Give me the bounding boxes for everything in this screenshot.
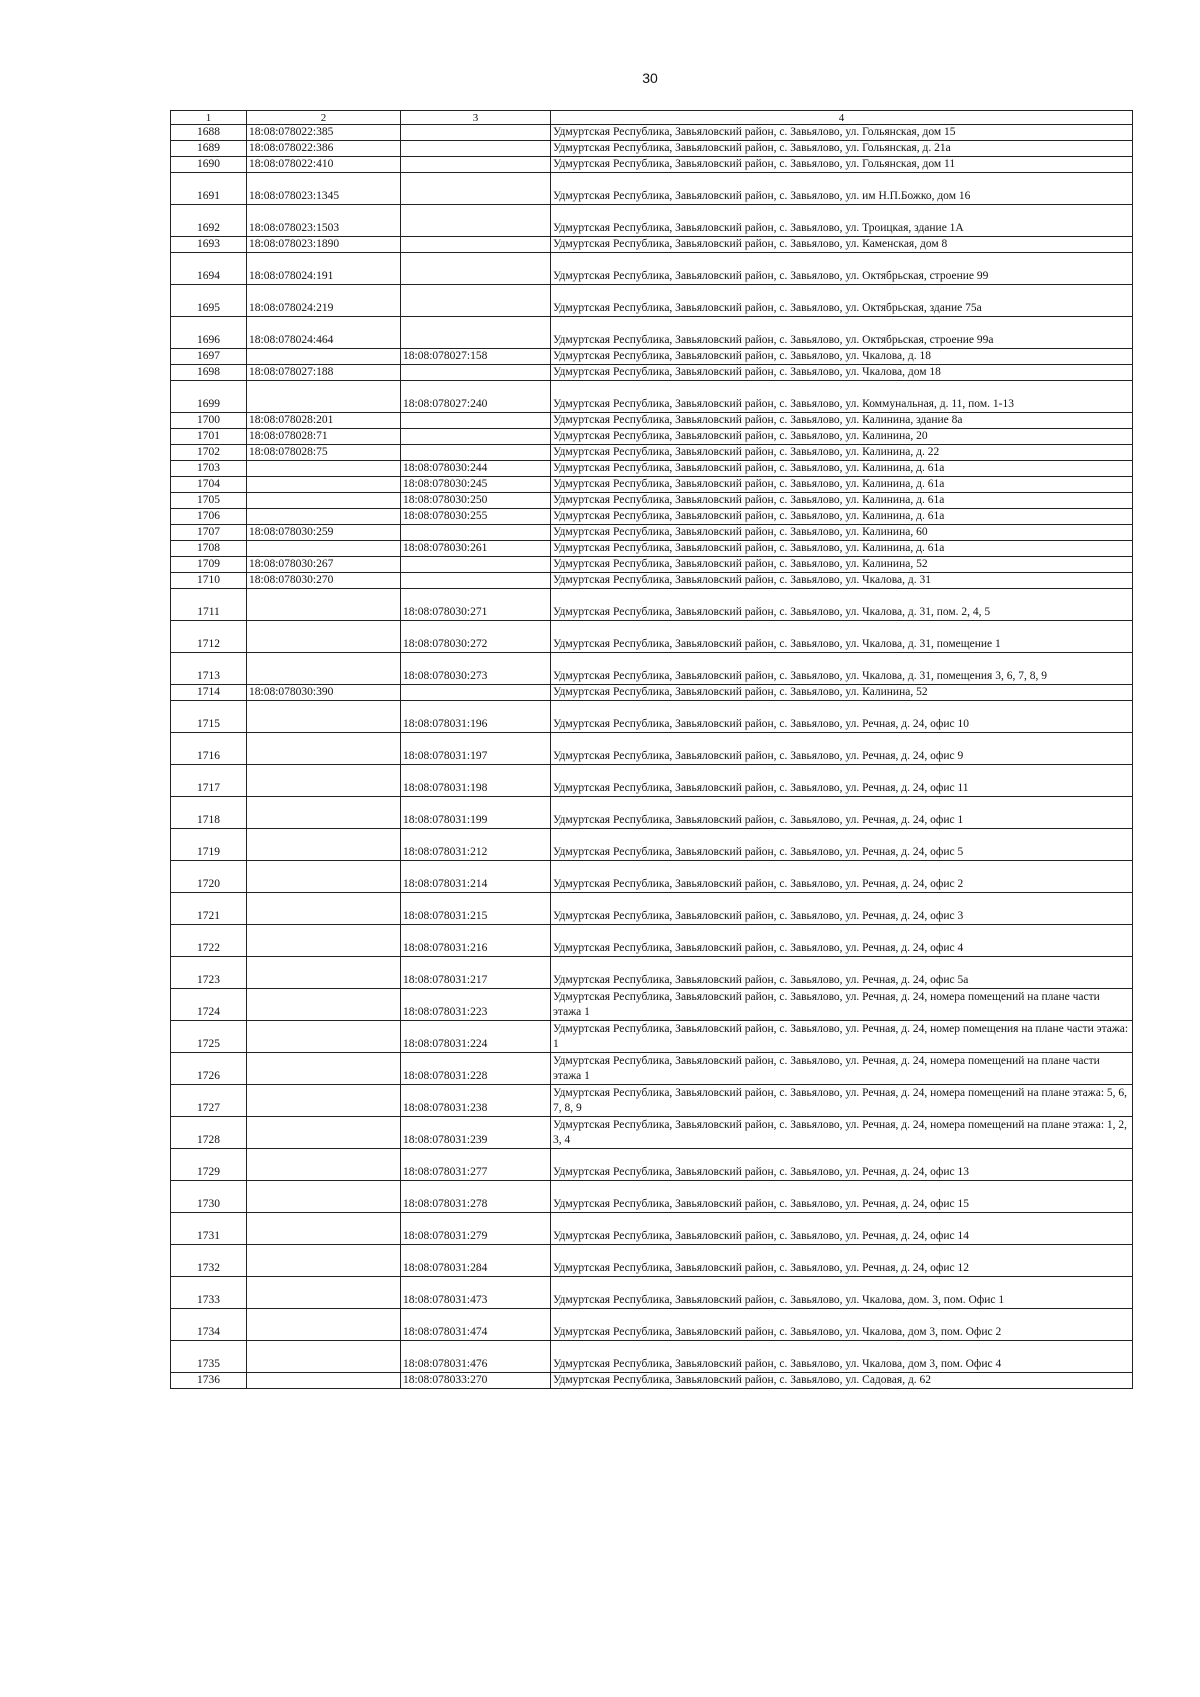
address: Удмуртская Республика, Завьяловский район, с. Завьялово, ул. Речная, д. 24, номера помещений на плане части этажа 1	[551, 1053, 1133, 1085]
address: Удмуртская Республика, Завьяловский район, с. Завьялово, ул. Чкалова, д. 31, пом. 2, 4, 5	[551, 589, 1133, 621]
address: Удмуртская Республика, Завьяловский район, с. Завьялово, ул. Речная, д. 24, офис 4	[551, 925, 1133, 957]
cadastral-number-premises: 18:08:078031:214	[401, 861, 551, 893]
cadastral-number	[247, 509, 401, 525]
cadastral-number: 18:08:078022:410	[247, 157, 401, 173]
column-header-2: 2	[247, 111, 401, 125]
table-row	[171, 205, 1133, 237]
row-number: 1692	[171, 205, 247, 237]
cadastral-number	[247, 1245, 401, 1277]
table-row	[171, 525, 1133, 541]
cadastral-number-premises	[401, 141, 551, 157]
address: Удмуртская Республика, Завьяловский район, с. Завьялово, ул. Чкалова, д. 31	[551, 573, 1133, 589]
cadastral-number-premises: 18:08:078031:476	[401, 1341, 551, 1373]
address: Удмуртская Республика, Завьяловский район, с. Завьялово, ул. Речная, д. 24, офис 10	[551, 701, 1133, 733]
row-number: 1729	[171, 1149, 247, 1181]
cadastral-number: 18:08:078023:1503	[247, 205, 401, 237]
cadastral-number-premises: 18:08:078030:250	[401, 493, 551, 509]
cadastral-number	[247, 349, 401, 365]
cadastral-number	[247, 1213, 401, 1245]
row-number: 1691	[171, 173, 247, 205]
table-row	[171, 173, 1133, 205]
cadastral-number: 18:08:078030:267	[247, 557, 401, 573]
table-row	[171, 1181, 1133, 1213]
address: Удмуртская Республика, Завьяловский район, с. Завьялово, ул. Калинина, здание 8а	[551, 413, 1133, 429]
cadastral-number-premises	[401, 317, 551, 349]
address: Удмуртская Республика, Завьяловский район, с. Завьялово, ул. Калинина, д. 22	[551, 445, 1133, 461]
table-row	[171, 1373, 1133, 1389]
address: Удмуртская Республика, Завьяловский район, с. Завьялово, ул. Троицкая, здание 1А	[551, 205, 1133, 237]
cadastral-number-premises: 18:08:078031:223	[401, 989, 551, 1021]
cadastral-number-premises: 18:08:078031:279	[401, 1213, 551, 1245]
cadastral-number	[247, 957, 401, 989]
table-row	[171, 365, 1133, 381]
cadastral-number	[247, 589, 401, 621]
table-row	[171, 621, 1133, 653]
cadastral-number	[247, 461, 401, 477]
address: Удмуртская Республика, Завьяловский район, с. Завьялово, ул. Октябрьская, строение 99а	[551, 317, 1133, 349]
row-number: 1708	[171, 541, 247, 557]
row-number: 1734	[171, 1309, 247, 1341]
cadastral-number	[247, 1373, 401, 1389]
table-row	[171, 653, 1133, 685]
row-number: 1719	[171, 829, 247, 861]
row-number: 1694	[171, 253, 247, 285]
cadastral-number-premises: 18:08:078027:158	[401, 349, 551, 365]
cadastral-number: 18:08:078030:270	[247, 573, 401, 589]
table-row	[171, 493, 1133, 509]
row-number: 1720	[171, 861, 247, 893]
address: Удмуртская Республика, Завьяловский район, с. Завьялово, ул. Чкалова, дом. 3, пом. Офис 1	[551, 1277, 1133, 1309]
cadastral-number-premises	[401, 445, 551, 461]
cadastral-number	[247, 621, 401, 653]
cadastral-number: 18:08:078024:191	[247, 253, 401, 285]
address: Удмуртская Республика, Завьяловский район, с. Завьялово, ул. Чкалова, дом 3, пом. Офис 4	[551, 1341, 1133, 1373]
cadastral-number-premises	[401, 285, 551, 317]
table-row	[171, 141, 1133, 157]
cadastral-number-premises: 18:08:078030:244	[401, 461, 551, 477]
cadastral-number	[247, 797, 401, 829]
address: Удмуртская Республика, Завьяловский район, с. Завьялово, ул. Гольянская, дом 11	[551, 157, 1133, 173]
table-row	[171, 1021, 1133, 1053]
address: Удмуртская Республика, Завьяловский район, с. Завьялово, ул. Речная, д. 24, номера помещений на плане этажа: 5, 6, 7, 8, 9	[551, 1085, 1133, 1117]
cadastral-number	[247, 765, 401, 797]
registry-table	[170, 110, 1133, 1389]
address: Удмуртская Республика, Завьяловский район, с. Завьялово, ул. Речная, д. 24, офис 2	[551, 861, 1133, 893]
row-number: 1722	[171, 925, 247, 957]
address: Удмуртская Республика, Завьяловский район, с. Завьялово, ул. Калинина, 60	[551, 525, 1133, 541]
address: Удмуртская Республика, Завьяловский район, с. Завьялово, ул. Калинина, д. 61а	[551, 493, 1133, 509]
address: Удмуртская Республика, Завьяловский район, с. Завьялово, ул. Речная, д. 24, офис 15	[551, 1181, 1133, 1213]
cadastral-number-premises: 18:08:078031:278	[401, 1181, 551, 1213]
address: Удмуртская Республика, Завьяловский район, с. Завьялово, ул. Октябрьская, строение 99	[551, 253, 1133, 285]
cadastral-number-premises	[401, 557, 551, 573]
cadastral-number-premises	[401, 685, 551, 701]
cadastral-number: 18:08:078022:385	[247, 125, 401, 141]
address: Удмуртская Республика, Завьяловский район, с. Завьялово, ул. Речная, д. 24, офис 9	[551, 733, 1133, 765]
cadastral-number	[247, 1149, 401, 1181]
header-row	[171, 111, 1133, 125]
cadastral-number-premises	[401, 205, 551, 237]
cadastral-number	[247, 1181, 401, 1213]
cadastral-number	[247, 893, 401, 925]
cadastral-number-premises: 18:08:078030:273	[401, 653, 551, 685]
cadastral-number	[247, 1277, 401, 1309]
row-number: 1701	[171, 429, 247, 445]
table-row	[171, 381, 1133, 413]
cadastral-number-premises: 18:08:078031:196	[401, 701, 551, 733]
column-header-4: 4	[551, 111, 1133, 125]
address: Удмуртская Республика, Завьяловский район, с. Завьялово, ул. Чкалова, д. 18	[551, 349, 1133, 365]
row-number: 1715	[171, 701, 247, 733]
address: Удмуртская Республика, Завьяловский район, с. Завьялово, ул. Чкалова, д. 31, помещения 3, 6, 7, 8, 9	[551, 653, 1133, 685]
cadastral-number: 18:08:078030:259	[247, 525, 401, 541]
row-number: 1716	[171, 733, 247, 765]
cadastral-number-premises	[401, 525, 551, 541]
row-number: 1711	[171, 589, 247, 621]
cadastral-number-premises	[401, 365, 551, 381]
address: Удмуртская Республика, Завьяловский район, с. Завьялово, ул. Калинина, д. 61а	[551, 461, 1133, 477]
address: Удмуртская Республика, Завьяловский район, с. Завьялово, ул. им Н.П.Божко, дом 16	[551, 173, 1133, 205]
row-number: 1689	[171, 141, 247, 157]
address: Удмуртская Республика, Завьяловский район, с. Завьялово, ул. Октябрьская, здание 75а	[551, 285, 1133, 317]
row-number: 1736	[171, 1373, 247, 1389]
cadastral-number	[247, 381, 401, 413]
row-number: 1731	[171, 1213, 247, 1245]
cadastral-number: 18:08:078023:1890	[247, 237, 401, 253]
table-row	[171, 429, 1133, 445]
table-row	[171, 573, 1133, 589]
cadastral-number-premises	[401, 125, 551, 141]
cadastral-number	[247, 477, 401, 493]
row-number: 1733	[171, 1277, 247, 1309]
row-number: 1718	[171, 797, 247, 829]
cadastral-number	[247, 1341, 401, 1373]
cadastral-number-premises: 18:08:078030:272	[401, 621, 551, 653]
table-row	[171, 957, 1133, 989]
cadastral-number: 18:08:078024:464	[247, 317, 401, 349]
table-row	[171, 1341, 1133, 1373]
cadastral-number-premises	[401, 237, 551, 253]
address: Удмуртская Республика, Завьяловский район, с. Завьялово, ул. Речная, д. 24, офис 5а	[551, 957, 1133, 989]
cadastral-number	[247, 925, 401, 957]
address: Удмуртская Республика, Завьяловский район, с. Завьялово, ул. Речная, д. 24, офис 13	[551, 1149, 1133, 1181]
row-number: 1699	[171, 381, 247, 413]
cadastral-number	[247, 733, 401, 765]
cadastral-number-premises: 18:08:078033:270	[401, 1373, 551, 1389]
address: Удмуртская Республика, Завьяловский район, с. Завьялово, ул. Калинина, д. 61а	[551, 477, 1133, 493]
row-number: 1702	[171, 445, 247, 461]
row-number: 1713	[171, 653, 247, 685]
row-number: 1730	[171, 1181, 247, 1213]
row-number: 1700	[171, 413, 247, 429]
row-number: 1727	[171, 1085, 247, 1117]
row-number: 1735	[171, 1341, 247, 1373]
row-number: 1690	[171, 157, 247, 173]
address: Удмуртская Республика, Завьяловский район, с. Завьялово, ул. Речная, д. 24, номера помещений на плане части этажа 1	[551, 989, 1133, 1021]
cadastral-number-premises: 18:08:078031:199	[401, 797, 551, 829]
cadastral-number	[247, 1053, 401, 1085]
row-number: 1721	[171, 893, 247, 925]
table-row	[171, 829, 1133, 861]
address: Удмуртская Республика, Завьяловский район, с. Завьялово, ул. Коммунальная, д. 11, пом. 1-13	[551, 381, 1133, 413]
cadastral-number-premises: 18:08:078031:238	[401, 1085, 551, 1117]
table-row	[171, 285, 1133, 317]
table-row	[171, 685, 1133, 701]
address: Удмуртская Республика, Завьяловский район, с. Завьялово, ул. Речная, д. 24, офис 5	[551, 829, 1133, 861]
cadastral-number-premises	[401, 157, 551, 173]
cadastral-number-premises	[401, 253, 551, 285]
cadastral-number: 18:08:078023:1345	[247, 173, 401, 205]
address: Удмуртская Республика, Завьяловский район, с. Завьялово, ул. Речная, д. 24, номера помещений на плане этажа: 1, 2, 3, 4	[551, 1117, 1133, 1149]
row-number: 1695	[171, 285, 247, 317]
cadastral-number	[247, 1117, 401, 1149]
cadastral-number-premises: 18:08:078031:474	[401, 1309, 551, 1341]
cadastral-number: 18:08:078022:386	[247, 141, 401, 157]
row-number: 1693	[171, 237, 247, 253]
row-number: 1725	[171, 1021, 247, 1053]
address: Удмуртская Республика, Завьяловский район, с. Завьялово, ул. Калинина, 52	[551, 557, 1133, 573]
row-number: 1697	[171, 349, 247, 365]
cadastral-number	[247, 653, 401, 685]
table-row	[171, 701, 1133, 733]
address: Удмуртская Республика, Завьяловский район, с. Завьялово, ул. Речная, д. 24, офис 14	[551, 1213, 1133, 1245]
table-row	[171, 989, 1133, 1021]
address: Удмуртская Республика, Завьяловский район, с. Завьялово, ул. Каменская, дом 8	[551, 237, 1133, 253]
address: Удмуртская Республика, Завьяловский район, с. Завьялово, ул. Речная, д. 24, офис 1	[551, 797, 1133, 829]
table-row	[171, 893, 1133, 925]
row-number: 1714	[171, 685, 247, 701]
column-header-1: 1	[171, 111, 247, 125]
cadastral-number-premises	[401, 573, 551, 589]
cadastral-number-premises: 18:08:078031:473	[401, 1277, 551, 1309]
table-row	[171, 1053, 1133, 1085]
cadastral-number	[247, 861, 401, 893]
table-row	[171, 477, 1133, 493]
cadastral-number-premises: 18:08:078030:245	[401, 477, 551, 493]
table-row	[171, 509, 1133, 525]
row-number: 1710	[171, 573, 247, 589]
cadastral-number-premises: 18:08:078030:255	[401, 509, 551, 525]
row-number: 1688	[171, 125, 247, 141]
row-number: 1705	[171, 493, 247, 509]
table-row	[171, 1149, 1133, 1181]
address: Удмуртская Республика, Завьяловский район, с. Завьялово, ул. Калинина, д. 61а	[551, 509, 1133, 525]
table-row	[171, 253, 1133, 285]
address: Удмуртская Республика, Завьяловский район, с. Завьялово, ул. Калинина, д. 61а	[551, 541, 1133, 557]
cadastral-number: 18:08:078028:71	[247, 429, 401, 445]
cadastral-number: 18:08:078024:219	[247, 285, 401, 317]
cadastral-number-premises: 18:08:078031:228	[401, 1053, 551, 1085]
row-number: 1698	[171, 365, 247, 381]
table-row	[171, 125, 1133, 141]
table-row	[171, 1117, 1133, 1149]
column-header-3: 3	[401, 111, 551, 125]
cadastral-number-premises: 18:08:078027:240	[401, 381, 551, 413]
cadastral-number: 18:08:078028:201	[247, 413, 401, 429]
cadastral-number-premises: 18:08:078031:217	[401, 957, 551, 989]
table-header	[171, 111, 1133, 125]
table-row	[171, 349, 1133, 365]
cadastral-number-premises: 18:08:078030:271	[401, 589, 551, 621]
table-row	[171, 861, 1133, 893]
cadastral-number-premises: 18:08:078031:215	[401, 893, 551, 925]
table-row	[171, 461, 1133, 477]
table-row	[171, 317, 1133, 349]
cadastral-number-premises: 18:08:078031:212	[401, 829, 551, 861]
cadastral-number	[247, 701, 401, 733]
row-number: 1696	[171, 317, 247, 349]
table-row	[171, 413, 1133, 429]
cadastral-number	[247, 1021, 401, 1053]
table-row	[171, 733, 1133, 765]
table-row	[171, 925, 1133, 957]
page-number: 30	[642, 70, 658, 86]
address: Удмуртская Республика, Завьяловский район, с. Завьялово, ул. Чкалова, д. 31, помещение 1	[551, 621, 1133, 653]
row-number: 1732	[171, 1245, 247, 1277]
row-number: 1712	[171, 621, 247, 653]
row-number: 1704	[171, 477, 247, 493]
address: Удмуртская Республика, Завьяловский район, с. Завьялово, ул. Речная, д. 24, офис 11	[551, 765, 1133, 797]
row-number: 1726	[171, 1053, 247, 1085]
table-body	[171, 125, 1133, 1389]
address: Удмуртская Республика, Завьяловский район, с. Завьялово, ул. Речная, д. 24, офис 12	[551, 1245, 1133, 1277]
table-row	[171, 237, 1133, 253]
row-number: 1728	[171, 1117, 247, 1149]
table-row	[171, 1085, 1133, 1117]
table-row	[171, 1245, 1133, 1277]
table-row	[171, 541, 1133, 557]
address: Удмуртская Республика, Завьяловский район, с. Завьялово, ул. Садовая, д. 62	[551, 1373, 1133, 1389]
cadastral-number: 18:08:078027:188	[247, 365, 401, 381]
cadastral-number: 18:08:078030:390	[247, 685, 401, 701]
row-number: 1717	[171, 765, 247, 797]
cadastral-number-premises: 18:08:078030:261	[401, 541, 551, 557]
row-number: 1703	[171, 461, 247, 477]
address: Удмуртская Республика, Завьяловский район, с. Завьялово, ул. Гольянская, д. 21а	[551, 141, 1133, 157]
table-row	[171, 445, 1133, 461]
row-number: 1723	[171, 957, 247, 989]
cadastral-number-premises: 18:08:078031:216	[401, 925, 551, 957]
cadastral-number-premises: 18:08:078031:284	[401, 1245, 551, 1277]
cadastral-number	[247, 1085, 401, 1117]
address: Удмуртская Республика, Завьяловский район, с. Завьялово, ул. Чкалова, дом 3, пом. Офис 2	[551, 1309, 1133, 1341]
cadastral-number	[247, 1309, 401, 1341]
cadastral-number-premises	[401, 429, 551, 445]
cadastral-number-premises: 18:08:078031:197	[401, 733, 551, 765]
table-row	[171, 765, 1133, 797]
cadastral-number-premises: 18:08:078031:277	[401, 1149, 551, 1181]
cadastral-number	[247, 989, 401, 1021]
row-number: 1706	[171, 509, 247, 525]
address: Удмуртская Республика, Завьяловский район, с. Завьялово, ул. Речная, д. 24, номер помещения на плане части этажа: 1	[551, 1021, 1133, 1053]
row-number: 1707	[171, 525, 247, 541]
address: Удмуртская Республика, Завьяловский район, с. Завьялово, ул. Калинина, 20	[551, 429, 1133, 445]
cadastral-number-premises: 18:08:078031:239	[401, 1117, 551, 1149]
row-number: 1724	[171, 989, 247, 1021]
cadastral-number-premises	[401, 413, 551, 429]
cadastral-number	[247, 829, 401, 861]
table-row	[171, 557, 1133, 573]
address: Удмуртская Республика, Завьяловский район, с. Завьялово, ул. Гольянская, дом 15	[551, 125, 1133, 141]
table-row	[171, 1309, 1133, 1341]
cadastral-number: 18:08:078028:75	[247, 445, 401, 461]
table-row	[171, 1277, 1133, 1309]
table-row	[171, 589, 1133, 621]
cadastral-number-premises: 18:08:078031:224	[401, 1021, 551, 1053]
cadastral-number-premises: 18:08:078031:198	[401, 765, 551, 797]
cadastral-number	[247, 493, 401, 509]
table-row	[171, 1213, 1133, 1245]
cadastral-number	[247, 541, 401, 557]
cadastral-number-premises	[401, 173, 551, 205]
table-row	[171, 797, 1133, 829]
row-number: 1709	[171, 557, 247, 573]
address: Удмуртская Республика, Завьяловский район, с. Завьялово, ул. Чкалова, дом 18	[551, 365, 1133, 381]
table-row	[171, 157, 1133, 173]
address: Удмуртская Республика, Завьяловский район, с. Завьялово, ул. Калинина, 52	[551, 685, 1133, 701]
address: Удмуртская Республика, Завьяловский район, с. Завьялово, ул. Речная, д. 24, офис 3	[551, 893, 1133, 925]
